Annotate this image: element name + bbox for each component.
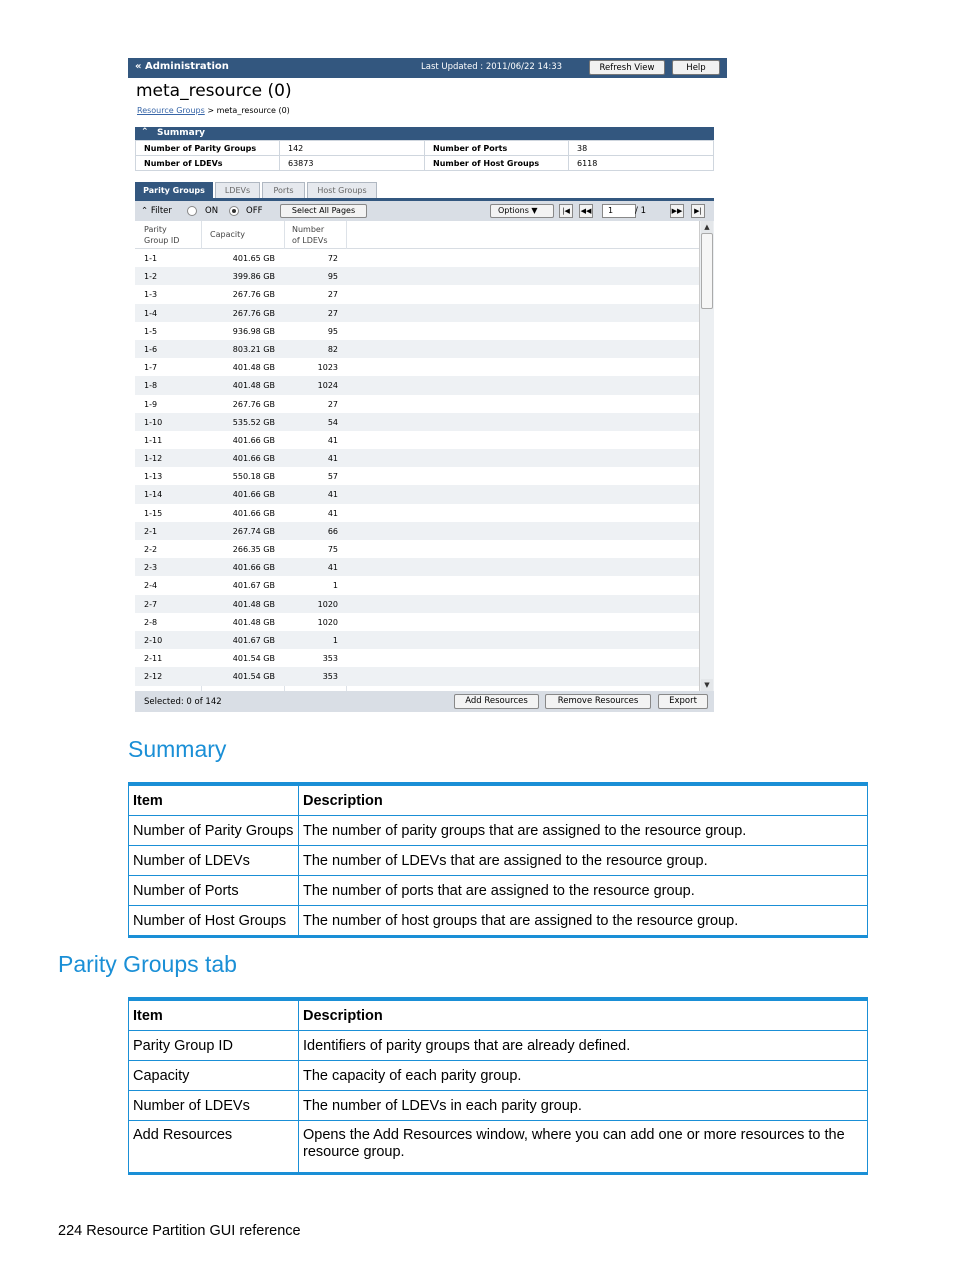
table-row[interactable] [135, 267, 699, 285]
ldev-count-cell: 41 [327, 508, 338, 518]
page-title: meta_resource (0) [136, 81, 292, 101]
top-bar [128, 58, 727, 78]
export-button[interactable]: Export [658, 694, 708, 709]
table-header-item: Item [129, 999, 299, 1031]
table-row [129, 1031, 868, 1061]
description-cell: The number of host groups that are assigned to the resource group. [299, 906, 868, 937]
capacity-cell: 401.66 GB [232, 490, 275, 500]
ldev-count-cell: 1024 [317, 381, 338, 391]
capacity-cell: 401.66 GB [232, 435, 275, 445]
summary-label: Number of Ports [425, 141, 569, 156]
table-row[interactable] [135, 558, 699, 576]
item-cell: Number of LDEVs [129, 1091, 299, 1121]
table-row[interactable] [135, 376, 699, 394]
parity-groups-heading: Parity Groups tab [58, 951, 237, 977]
summary-value: 142 [280, 141, 425, 156]
refresh-view-button[interactable]: Refresh View [589, 60, 665, 75]
grid-rows [135, 249, 699, 686]
capacity-cell: 401.65 GB [232, 254, 275, 263]
ldev-count-cell: 66 [327, 526, 338, 536]
parity-group-id-cell: 2-10 [144, 635, 163, 645]
table-row [129, 876, 868, 906]
first-page-icon[interactable]: |◀ [559, 204, 573, 218]
parity-group-id-cell: 1-14 [144, 490, 163, 500]
summary-value: 38 [569, 141, 714, 156]
ldev-count-cell: 41 [327, 454, 338, 464]
options-label: Options [498, 206, 529, 215]
col-header-text: Group ID [144, 236, 180, 245]
table-row[interactable] [135, 249, 699, 267]
summary-header[interactable] [135, 127, 714, 140]
table-row[interactable] [135, 595, 699, 613]
table-row[interactable] [135, 413, 699, 431]
description-cell: Opens the Add Resources window, where you can add one or more resources to the resource group. [299, 1121, 868, 1174]
table-row[interactable] [135, 649, 699, 667]
ldev-count-cell: 353 [322, 672, 338, 682]
ldev-count-cell: 72 [327, 254, 338, 263]
ldev-count-cell: 1 [332, 581, 338, 591]
table-row[interactable] [135, 304, 699, 322]
parity-group-id-cell: 1-4 [144, 308, 158, 318]
table-row[interactable] [135, 340, 699, 358]
scroll-up-icon[interactable]: ▲ [701, 221, 713, 233]
col-header-text: of LDEVs [292, 236, 328, 245]
parity-groups-grid [135, 221, 699, 691]
table-row[interactable] [135, 485, 699, 503]
ldev-count-cell: 1023 [317, 363, 338, 373]
table-row[interactable] [135, 322, 699, 340]
description-cell: Identifiers of parity groups that are already defined. [299, 1031, 868, 1061]
table-header-description: Description [299, 784, 868, 816]
item-cell: Capacity [129, 1061, 299, 1091]
filter-off-radio[interactable] [229, 206, 239, 216]
capacity-cell: 401.66 GB [232, 563, 275, 573]
parity-group-id-cell: 2-2 [144, 545, 158, 554]
last-updated: Last Updated : 2011/06/22 14:33 [421, 62, 563, 72]
parity-group-id-cell: 2-4 [144, 581, 158, 591]
capacity-cell: 401.67 GB [232, 581, 275, 591]
ldev-count-cell: 1020 [317, 617, 338, 627]
parity-group-id-cell: 1-9 [144, 399, 158, 409]
table-header-description: Description [299, 999, 868, 1031]
parity-group-id-cell: 2-8 [144, 617, 158, 627]
parity-group-id-cell: 1-2 [144, 272, 158, 282]
screenshot-window [128, 58, 727, 713]
parity-group-id-cell: 1-12 [144, 454, 163, 464]
col-header-text: Number [292, 225, 325, 234]
description-cell: The capacity of each parity group. [299, 1061, 868, 1091]
summary-header-label: Summary [157, 128, 206, 138]
capacity-cell: 401.48 GB [232, 363, 275, 373]
admin-title[interactable]: « Administration [135, 61, 229, 72]
last-page-icon[interactable]: ▶| [691, 204, 705, 218]
summary-value: 6118 [569, 156, 714, 171]
parity-group-id-cell: 1-6 [144, 344, 158, 354]
summary-heading: Summary [128, 736, 227, 762]
filter-icon: ⌃ [141, 206, 149, 216]
capacity-cell: 401.54 GB [232, 654, 275, 664]
capacity-cell: 401.48 GB [232, 599, 275, 609]
ldev-count-cell: 41 [327, 435, 338, 445]
capacity-cell: 550.18 GB [232, 472, 275, 482]
parity-group-id-cell: 2-7 [144, 599, 158, 609]
ldev-count-cell: 27 [327, 290, 338, 300]
table-row [129, 816, 868, 846]
ldev-count-cell: 57 [327, 472, 338, 482]
breadcrumb-current: meta_resource (0) [216, 106, 290, 115]
table-row[interactable] [135, 613, 699, 631]
filter-toggle[interactable] [141, 206, 172, 216]
table-row[interactable] [135, 358, 699, 376]
parity-group-id-cell: 1-15 [144, 508, 163, 518]
table-row[interactable] [135, 576, 699, 594]
breadcrumb-resource-groups[interactable]: Resource Groups [137, 106, 205, 115]
table-row [129, 846, 868, 876]
table-row[interactable] [135, 285, 699, 303]
ldev-count-cell: 41 [327, 490, 338, 500]
item-cell: Add Resources [129, 1121, 299, 1174]
capacity-cell: 266.35 GB [232, 545, 275, 554]
scroll-thumb[interactable] [701, 233, 713, 309]
item-cell: Parity Group ID [129, 1031, 299, 1061]
parity-groups-description-table [128, 997, 868, 1175]
ldev-count-cell: 82 [327, 344, 338, 354]
capacity-cell: 401.66 GB [232, 508, 275, 518]
description-cell: The number of LDEVs in each parity group. [299, 1091, 868, 1121]
table-row [129, 1121, 868, 1174]
options-button[interactable] [490, 204, 554, 218]
breadcrumb [137, 106, 290, 115]
ldev-count-cell: 95 [327, 326, 338, 336]
ldev-count-cell: 27 [327, 308, 338, 318]
next-page-icon[interactable]: ▶▶ [670, 204, 684, 218]
page-number-input[interactable]: 1 [602, 204, 636, 218]
parity-group-id-cell: 1-13 [144, 472, 163, 482]
grid-toolbar [135, 201, 714, 221]
ldev-count-cell: 353 [322, 654, 338, 664]
table-row[interactable] [135, 504, 699, 522]
parity-group-id-cell: 2-1 [144, 526, 158, 536]
add-resources-button[interactable]: Add Resources [454, 694, 539, 709]
table-row[interactable] [135, 395, 699, 413]
capacity-cell: 267.74 GB [232, 526, 275, 536]
parity-group-id-cell: 1-7 [144, 363, 158, 373]
capacity-cell: 401.54 GB [232, 672, 275, 682]
capacity-cell: 399.86 GB [232, 272, 275, 282]
table-header-item: Item [129, 784, 299, 816]
table-row[interactable] [135, 631, 699, 649]
grid-footer [135, 691, 714, 712]
help-button[interactable]: Help [672, 60, 720, 75]
item-cell: Number of Parity Groups [129, 816, 299, 846]
table-row[interactable] [135, 467, 699, 485]
selected-count: Selected: 0 of 142 [144, 697, 222, 707]
parity-group-id-cell: 1-10 [144, 417, 163, 427]
summary-table [135, 140, 714, 171]
table-row[interactable] [135, 449, 699, 467]
remove-resources-button[interactable]: Remove Resources [545, 694, 651, 709]
dropdown-arrow-icon: ▼ [531, 206, 538, 215]
parity-group-id-cell: 1-1 [144, 254, 158, 263]
tab-host-groups[interactable]: Host Groups [307, 182, 377, 198]
summary-value: 63873 [280, 156, 425, 171]
capacity-cell: 401.67 GB [232, 635, 275, 645]
grid-header [135, 221, 699, 249]
table-row [129, 906, 868, 937]
table-row [129, 1061, 868, 1091]
summary-label: Number of LDEVs [136, 156, 280, 171]
table-row[interactable] [135, 522, 699, 540]
capacity-cell: 401.48 GB [232, 617, 275, 627]
admin-title-text: Administration [144, 61, 229, 72]
page-total: / 1 [635, 206, 646, 216]
filter-label: Filter [150, 206, 172, 216]
item-cell: Number of LDEVs [129, 846, 299, 876]
parity-group-id-cell: 1-11 [144, 435, 163, 445]
table-row[interactable] [135, 540, 699, 558]
ldev-count-cell: 41 [327, 563, 338, 573]
tab-ports[interactable]: Ports [262, 182, 305, 198]
capacity-cell: 401.48 GB [232, 381, 275, 391]
table-row [129, 1091, 868, 1121]
ldev-count-cell: 95 [327, 272, 338, 282]
filter-on-radio[interactable] [187, 206, 197, 216]
description-cell: The number of LDEVs that are assigned to the resource group. [299, 846, 868, 876]
capacity-cell: 401.66 GB [232, 454, 275, 464]
ldev-count-cell: 1020 [317, 599, 338, 609]
summary-label: Number of Host Groups [425, 156, 569, 171]
filter-off-label: OFF [246, 206, 263, 216]
description-cell: The number of ports that are assigned to the resource group. [299, 876, 868, 906]
description-cell: The number of parity groups that are assigned to the resource group. [299, 816, 868, 846]
table-row[interactable] [135, 667, 699, 685]
page-footer: 224 Resource Partition GUI reference [58, 1223, 301, 1239]
parity-group-id-cell: 2-12 [144, 672, 163, 682]
tab-parity-groups[interactable]: Parity Groups [135, 182, 213, 198]
breadcrumb-separator: > [207, 106, 215, 115]
capacity-cell: 267.76 GB [232, 399, 275, 409]
item-cell: Number of Host Groups [129, 906, 299, 937]
ldev-count-cell: 27 [327, 399, 338, 409]
col-number-of-ldevs[interactable] [292, 224, 328, 246]
summary-label: Number of Parity Groups [136, 141, 280, 156]
ldev-count-cell: 54 [327, 417, 338, 427]
parity-group-id-cell: 1-5 [144, 326, 158, 336]
col-capacity[interactable]: Capacity [210, 230, 245, 239]
summary-description-table [128, 782, 868, 938]
capacity-cell: 535.52 GB [232, 417, 275, 427]
col-header-text: Parity [144, 225, 167, 234]
item-cell: Number of Ports [129, 876, 299, 906]
vertical-scrollbar[interactable] [699, 221, 714, 691]
capacity-cell: 267.76 GB [232, 290, 275, 300]
previous-page-icon[interactable]: ◀◀ [579, 204, 593, 218]
col-parity-group-id[interactable] [144, 224, 179, 246]
capacity-cell: 936.98 GB [232, 326, 275, 336]
parity-group-id-cell: 1-3 [144, 290, 158, 300]
ldev-count-cell: 75 [327, 545, 338, 554]
scroll-down-icon[interactable]: ▼ [701, 679, 713, 691]
table-row[interactable] [135, 431, 699, 449]
filter-on-label: ON [205, 206, 219, 216]
capacity-cell: 267.76 GB [232, 308, 275, 318]
parity-group-id-cell: 1-8 [144, 381, 158, 391]
select-all-pages-button[interactable]: Select All Pages [280, 204, 367, 218]
parity-group-id-cell: 2-11 [144, 654, 163, 664]
parity-group-id-cell: 2-3 [144, 563, 158, 573]
collapse-icon: ⌃ [141, 127, 149, 137]
capacity-cell: 803.21 GB [232, 344, 275, 354]
tab-ldevs[interactable]: LDEVs [215, 182, 260, 198]
ldev-count-cell: 1 [332, 635, 338, 645]
